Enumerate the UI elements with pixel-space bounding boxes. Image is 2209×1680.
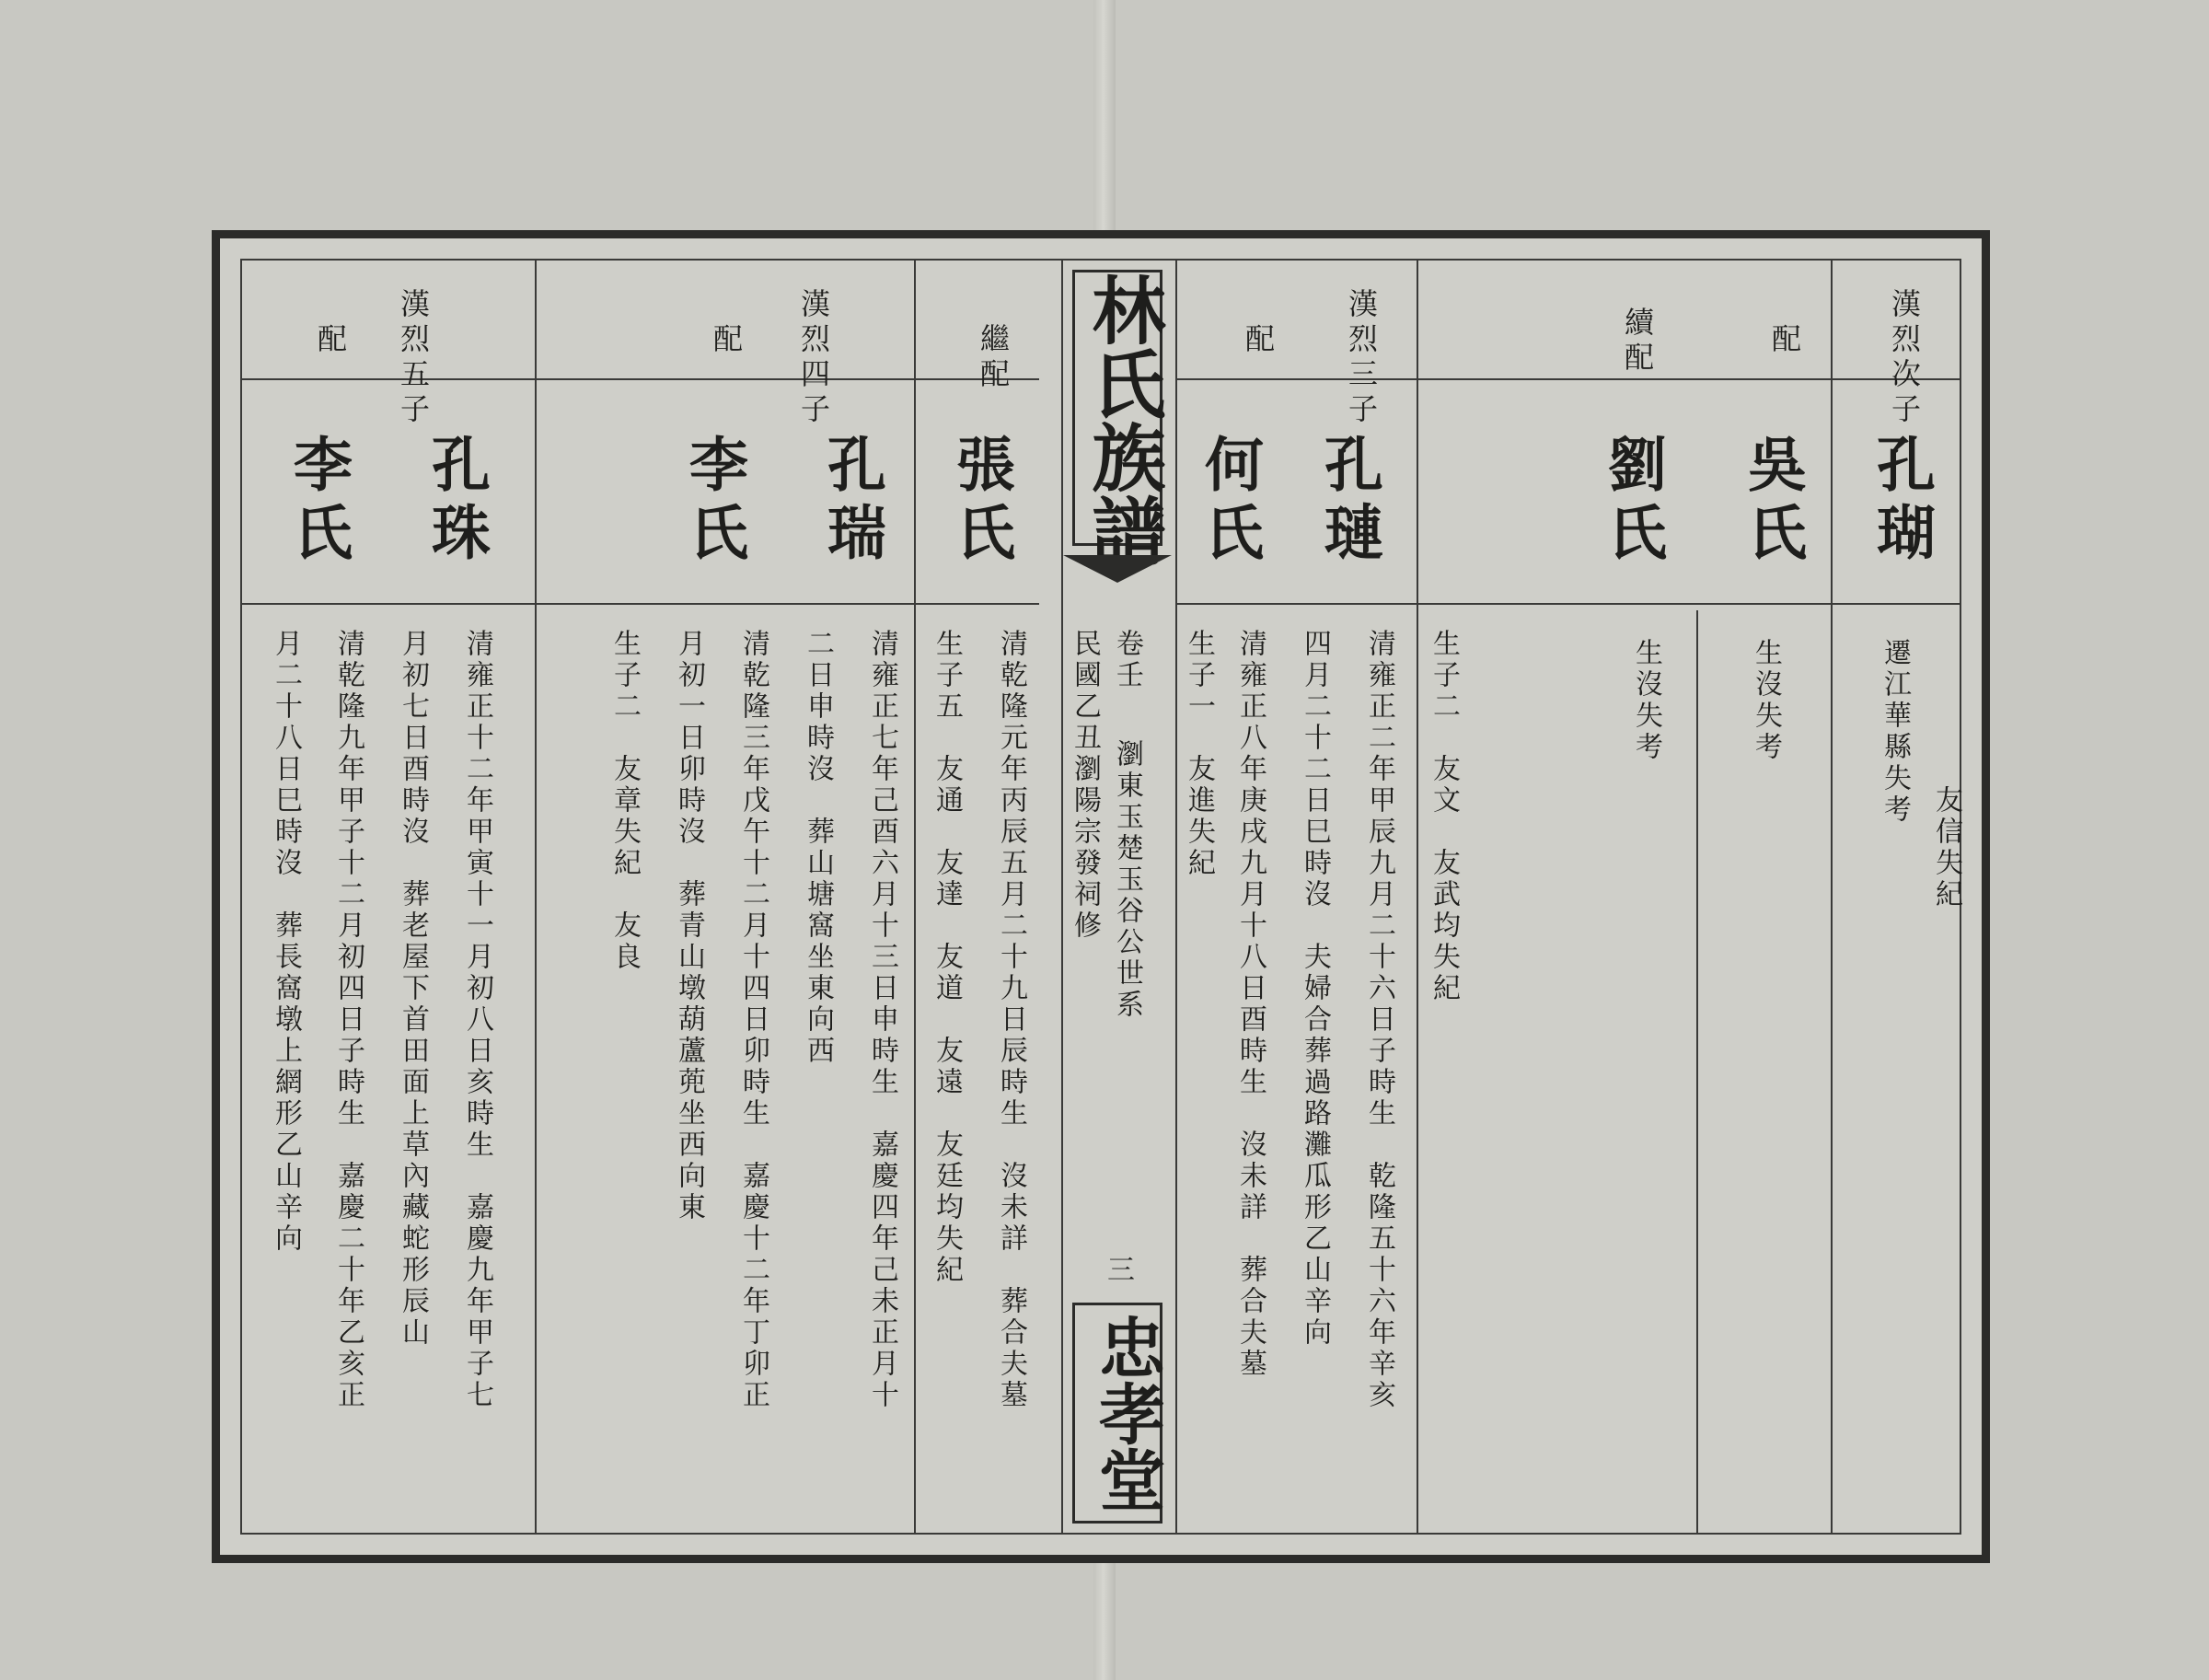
bio-line: 生子一 友進失紀 bbox=[1183, 629, 1215, 879]
edition-label: 民國乙丑瀏陽宗發祠修 bbox=[1069, 629, 1101, 942]
divider bbox=[1831, 261, 1833, 1533]
header-rule-right bbox=[1175, 378, 1960, 380]
divider bbox=[535, 261, 537, 1533]
divider bbox=[1696, 610, 1698, 1533]
column-header: 漢烈五子 bbox=[396, 288, 431, 428]
person-name: 吳氏 bbox=[1738, 434, 1807, 570]
bio-line: 清乾隆三年戊午十二月十四日卯時生 嘉慶十二年丁卯正 bbox=[737, 629, 769, 1411]
bio-line: 清雍正七年己酉六月十三日申時生 嘉慶四年己未正月十 bbox=[866, 629, 898, 1411]
person-name: 李氏 bbox=[283, 434, 353, 570]
column-header: 配 bbox=[1241, 323, 1276, 358]
inner-border bbox=[240, 259, 1961, 1535]
column-header: 漢烈三子 bbox=[1344, 288, 1379, 428]
bio-line: 遷江華縣失考 bbox=[1879, 638, 1911, 826]
person-name: 孔珠 bbox=[422, 434, 491, 570]
bio-line: 月二十八日巳時沒 葬長窩墩上網形乙山辛向 bbox=[270, 629, 302, 1255]
person-name: 孔瑚 bbox=[1867, 434, 1936, 570]
bio-line: 月初七日酉時沒 葬老屋下首田面上草內藏蛇形辰山 bbox=[397, 629, 429, 1349]
name-rule-left bbox=[242, 603, 1039, 605]
bio-line: 生子五 友通 友達 友道 友遠 友廷均失紀 bbox=[931, 629, 963, 1286]
bio-line: 清雍正二年甲辰九月二十六日子時生 乾隆五十六年辛亥 bbox=[1363, 629, 1395, 1411]
divider bbox=[1417, 261, 1418, 1533]
bio-line: 月初一日卯時沒 葬青山墩葫蘆蔸坐西向東 bbox=[673, 629, 705, 1223]
fish-tail-mark bbox=[1063, 555, 1172, 583]
bio-line: 生沒失考 bbox=[1630, 638, 1662, 763]
header-rule-left bbox=[242, 378, 1039, 380]
column-header: 配 bbox=[313, 323, 348, 358]
bio-line: 二日申時沒 葬山塘窩坐東向西 bbox=[802, 629, 834, 1067]
bio-line: 生子二 友章失紀 友良 bbox=[608, 629, 641, 973]
person-name: 劉氏 bbox=[1598, 434, 1667, 570]
bio-line: 清雍正十二年甲寅十一月初八日亥時生 嘉慶九年甲子七 bbox=[461, 629, 493, 1411]
volume-label: 卷壬 bbox=[1111, 629, 1143, 691]
center-spine bbox=[1061, 261, 1177, 1533]
column-header: 漢烈次子 bbox=[1887, 288, 1922, 428]
person-name: 李氏 bbox=[679, 434, 748, 570]
bio-line: 生子二 友文 友武均失紀 bbox=[1428, 629, 1460, 1004]
bio-line: 清乾隆元年丙辰五月二十九日辰時生 沒未詳 葬合夫墓 bbox=[995, 629, 1027, 1411]
column-header: 漢烈四子 bbox=[796, 288, 831, 428]
bio-line: 四月二十二日巳時沒 夫婦合葬過路灘瓜形乙山辛向 bbox=[1299, 629, 1331, 1349]
column-header: 配 bbox=[709, 323, 744, 358]
column-header: 繼配 bbox=[976, 323, 1011, 393]
lineage-label: 瀏東玉楚玉谷公世系 bbox=[1111, 739, 1143, 1021]
column-header: 續配 bbox=[1620, 307, 1655, 377]
bio-line: 生沒失考 bbox=[1750, 638, 1782, 763]
person-name: 何氏 bbox=[1195, 434, 1264, 570]
person-name: 孔瑞 bbox=[817, 434, 886, 570]
divider bbox=[914, 261, 916, 1533]
bio-line: 清乾隆九年甲子十二月初四日子時生 嘉慶二十年乙亥正 bbox=[332, 629, 364, 1411]
page-frame bbox=[212, 230, 1990, 1563]
column-header: 配 bbox=[1767, 323, 1802, 358]
name-rule-right bbox=[1175, 603, 1960, 605]
page-number: 三 bbox=[1102, 1255, 1134, 1286]
book-title: 林氏族譜 bbox=[1072, 270, 1162, 546]
bio-line: 清雍正八年庚戌九月十八日酉時生 沒未詳 葬合夫墓 bbox=[1234, 629, 1266, 1380]
person-name: 張氏 bbox=[946, 434, 1015, 570]
bio-line: 友信失紀 bbox=[1930, 785, 1962, 910]
hall-name: 忠孝堂 bbox=[1072, 1303, 1162, 1524]
person-name: 孔璉 bbox=[1314, 434, 1383, 570]
